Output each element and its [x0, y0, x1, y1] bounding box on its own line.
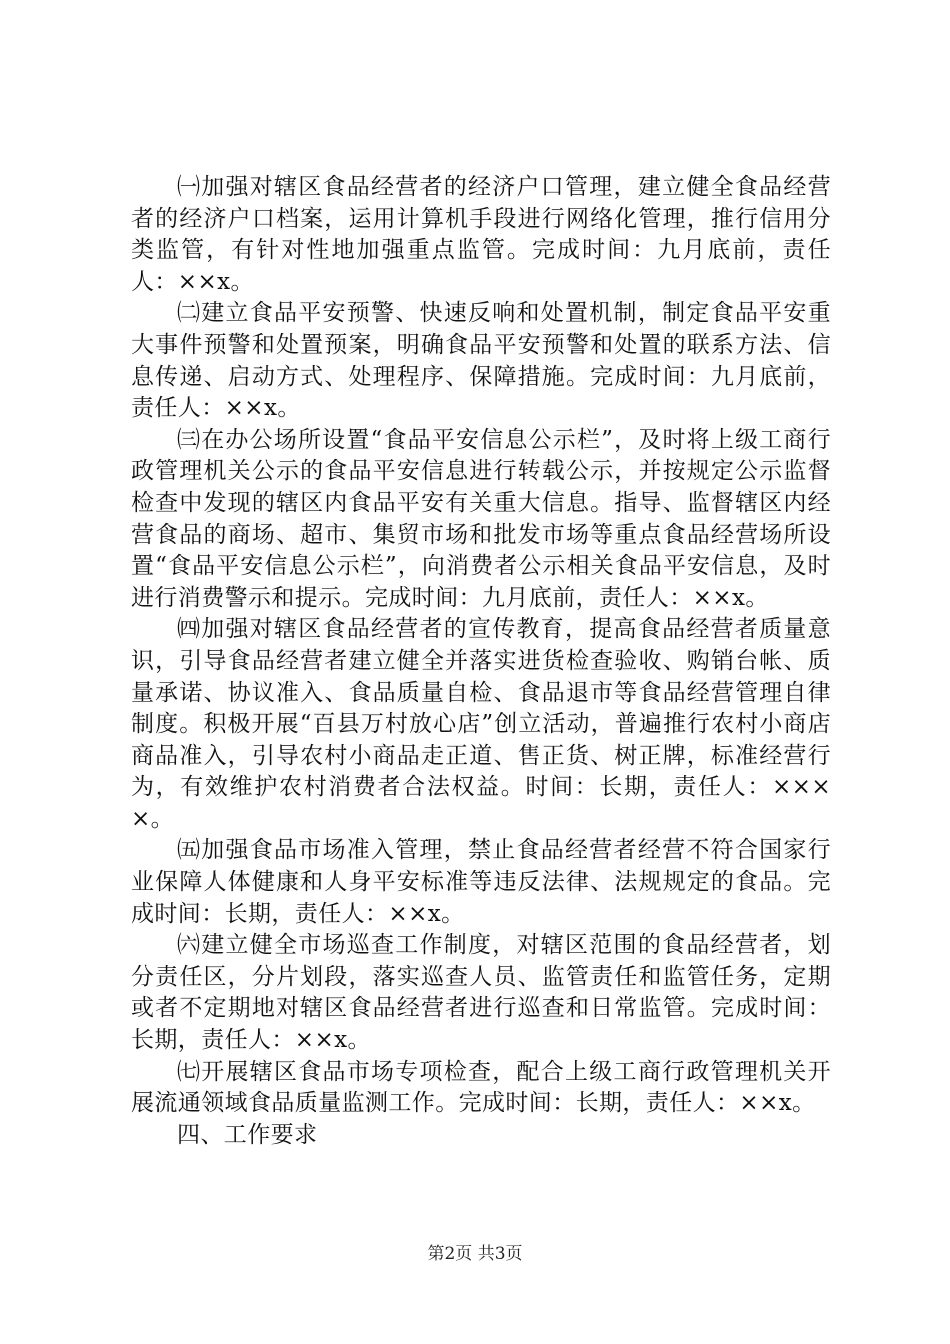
page-number-footer: 第2页 共3页 [427, 1244, 523, 1264]
paragraph-item-7: ㈦开展辖区食品市场专项检查，配合上级工商行政管理机关开展流通领域食品质量监测工作。完成时间：长期，责任人：××x。 [131, 1058, 831, 1117]
paragraph-item-5: ㈤加强食品市场准入管理，禁止食品经营者经营不符合国家行业保障人体健康和人身平安标准等违反法律、法规规定的食品。完成时间：长期，责任人：××x。 [131, 837, 831, 927]
paragraph-item-6: ㈥建立健全市场巡查工作制度，对辖区范围的食品经营者，划分责任区，分片划段，落实巡查人员、监管责任和监管任务，定期或者不定期地对辖区食品经营者进行巡查和日常监管。完成时间：长期，责任人：××x。 [131, 932, 831, 1054]
paragraph-item-1: ㈠加强对辖区食品经营者的经济户口管理，建立健全食品经营者的经济户口档案，运用计算机手段进行网络化管理，推行信用分类监管，有针对性地加强重点监管。完成时间：九月底前，责任人：××x。 [131, 174, 831, 295]
paragraph-item-2: ㈡建立食品平安预警、快速反响和处置机制，制定食品平安重大事件预警和处置预案，明确食品平安预警和处置的联系方法、信息传递、启动方式、处理程序、保障措施。完成时间：九月底前，责任人：××x。 [131, 300, 831, 422]
section-heading: 四、工作要求 [177, 1121, 318, 1148]
paragraph-item-3: ㈢在办公场所设置“食品平安信息公示栏”，及时将上级工商行政管理机关公示的食品平安信息进行转载公示，并按规定公示监督检查中发现的辖区内食品平安有关重大信息。指导、监督辖区内经营食品的商场、超市、集贸市场和批发市场等重点食品经营场所设置“食品平安信息公示栏”，向消费者公示相关食品平安信息，及时进行消费警示和提示。完成时间：九月底前，责任人：××x。 [131, 426, 831, 611]
document-body [131, 172, 831, 1151]
paragraph-item-4: ㈣加强对辖区食品经营者的宣传教育，提高食品经营者质量意识，引导食品经营者建立健全并落实进货检查验收、购销台帐、质量承诺、协议准入、食品质量自检、食品退市等食品经营管理自律制度。积极开展“百县万村放心店”创立活动，普遍推行农村小商店商品准入，引导农村小商品走正道、售正货、树正牌，标准经营行为，有效维护农村消费者合法权益。时间：长期，责任人：××××。 [131, 616, 831, 832]
